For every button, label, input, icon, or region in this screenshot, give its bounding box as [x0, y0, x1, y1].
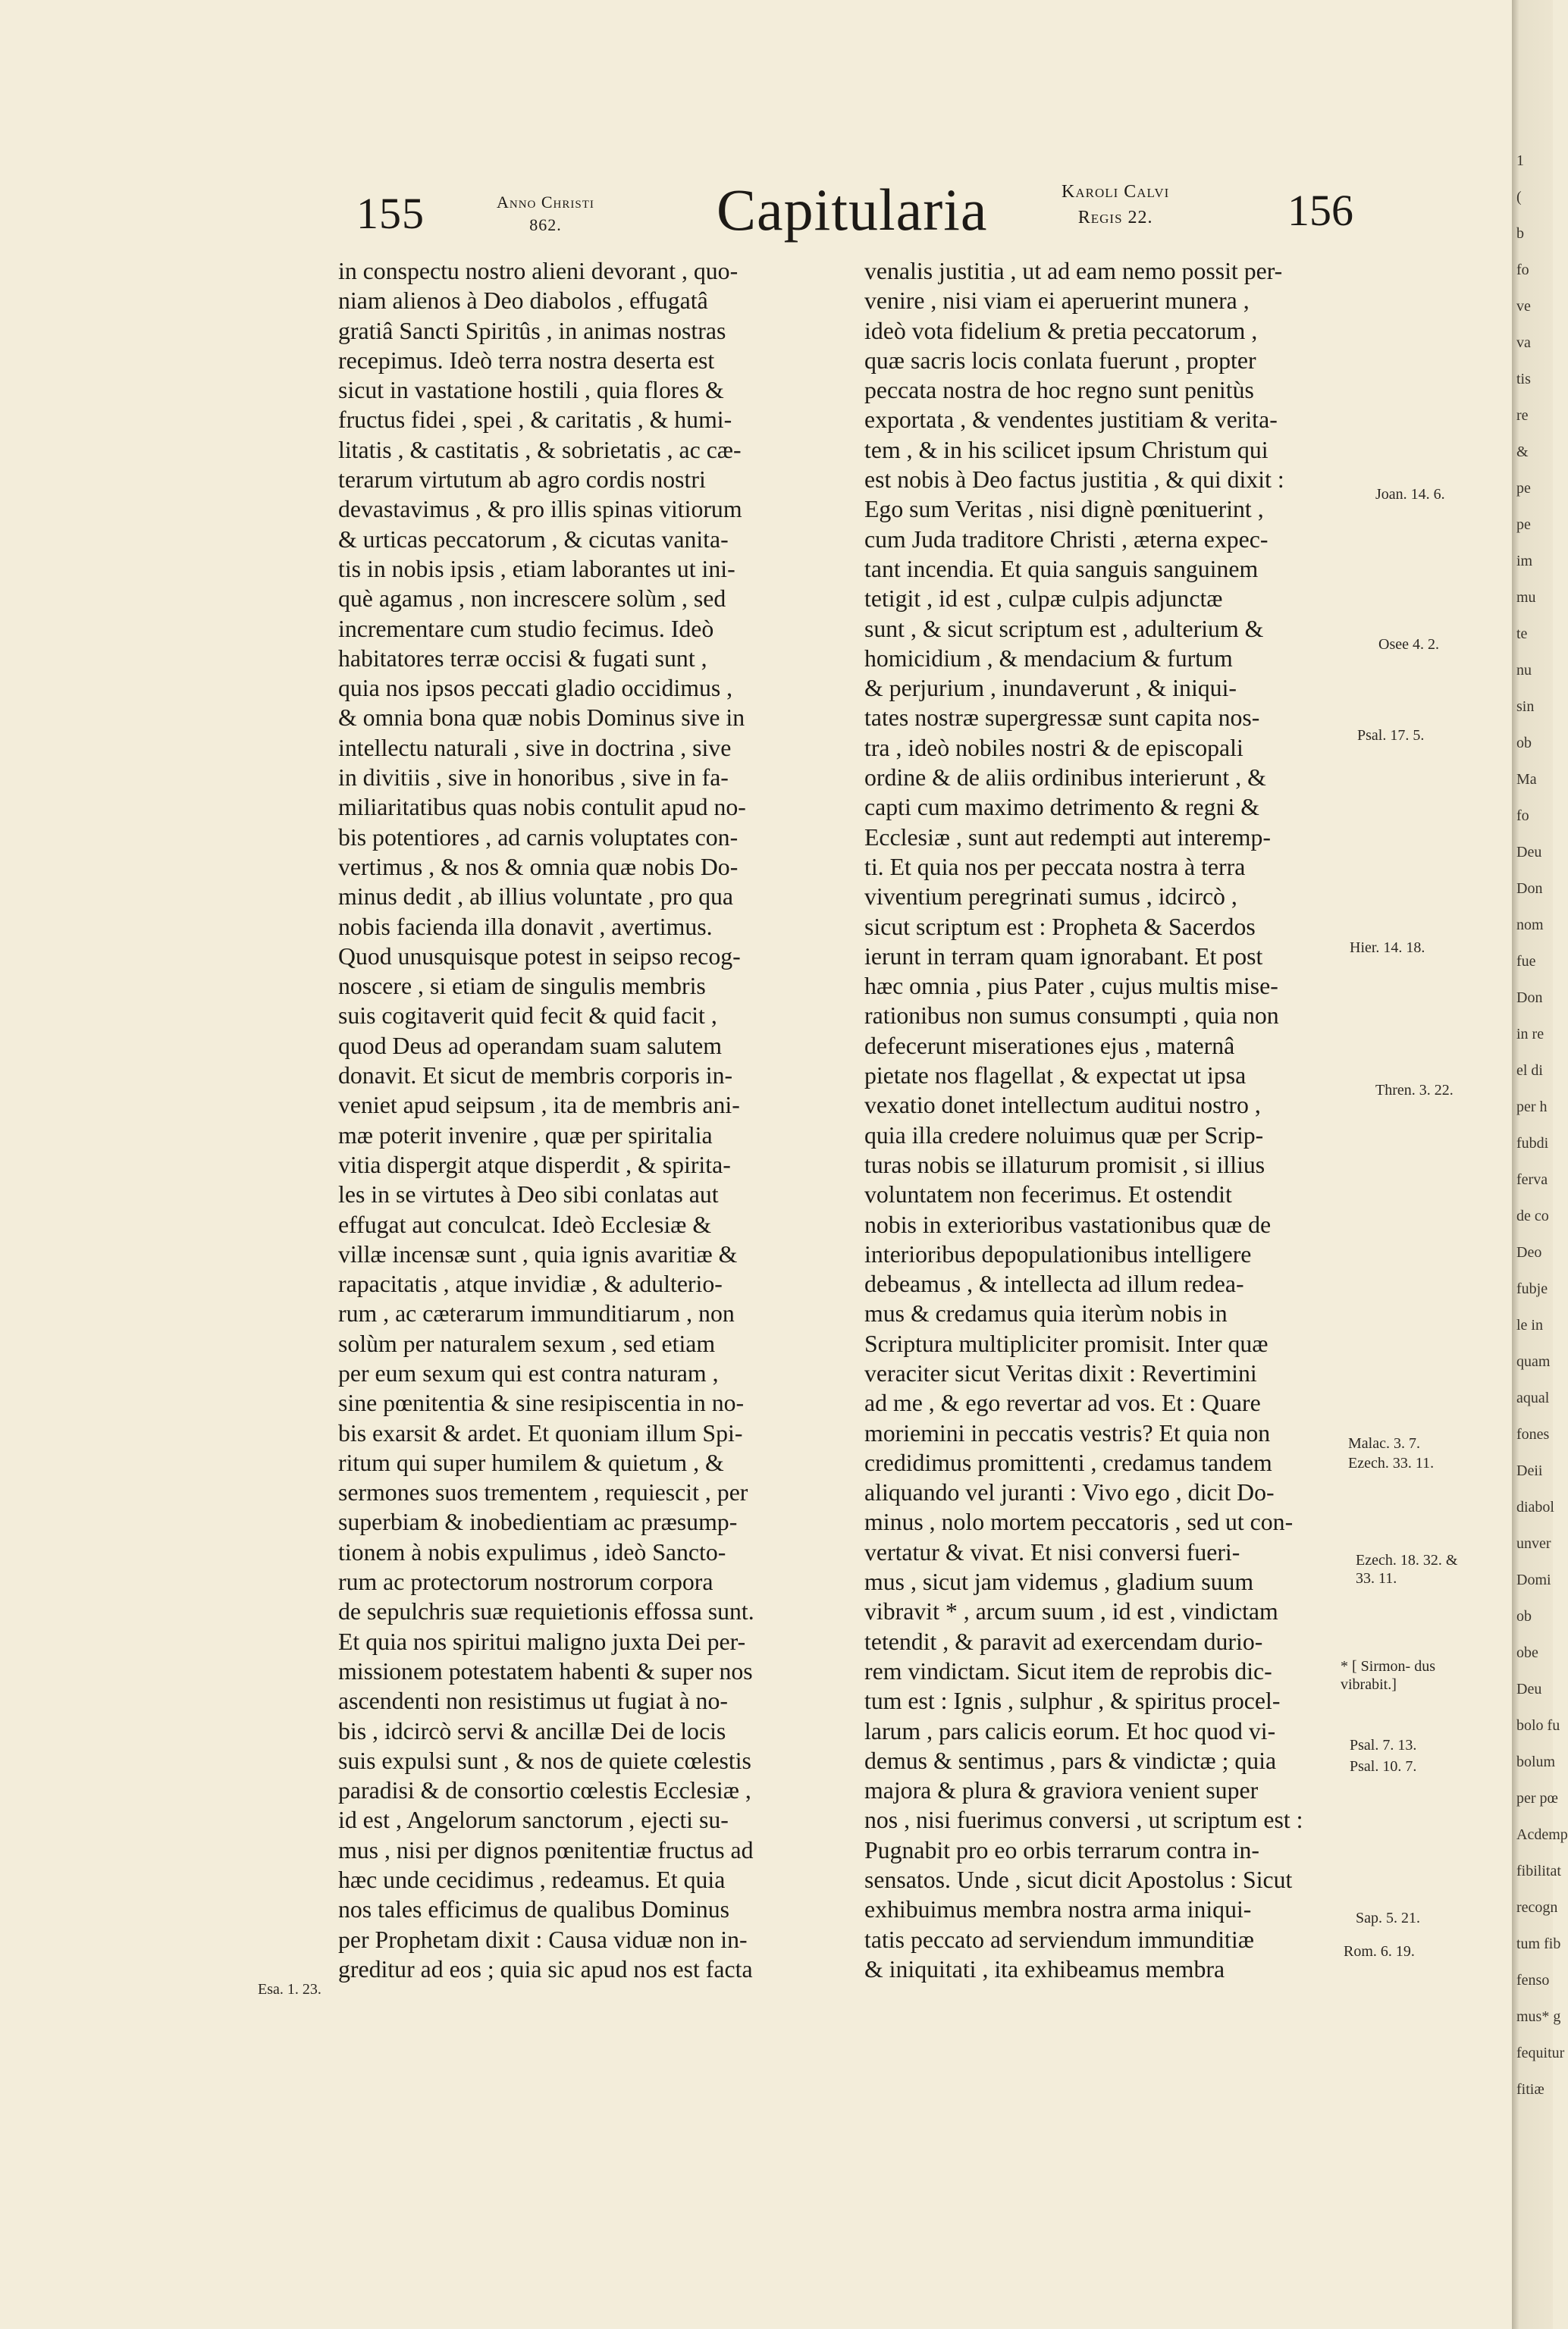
text-line: tates nostræ supergressæ sunt capita nos-: [864, 704, 1260, 732]
edge-fragment: fibilitat: [1516, 1863, 1561, 1879]
edge-fragment: fenso: [1516, 1972, 1550, 1989]
regis-label: Regis 22.: [1077, 208, 1153, 227]
text-line: in divitiis , sive in honoribus , sive in fa-: [338, 764, 729, 791]
text-line: terarum virtutum ab agro cordis nostri: [338, 466, 706, 494]
text-line: & urticas peccatorum , & cicutas vanita-: [338, 525, 729, 553]
text-line: donavit. Et sicut de membris corporis in-: [338, 1062, 733, 1089]
edge-fragment: mu: [1516, 589, 1536, 606]
edge-fragment: quam: [1516, 1353, 1551, 1370]
text-line: veniet apud seipsum , ita de membris ani-: [338, 1092, 740, 1119]
text-line: homicidium , & mendacium & furtum: [864, 644, 1233, 672]
text-line: hæc omnia , pius Pater , cujus multis mise-: [864, 973, 1278, 1000]
text-line: villæ incensæ sunt , quia ignis avaritiæ &: [338, 1240, 738, 1268]
edge-fragment: Deo: [1516, 1244, 1542, 1261]
edge-fragment: Domi: [1516, 1572, 1551, 1588]
text-line: ordine & de aliis ordinibus interierunt , &: [864, 764, 1266, 791]
text-line: rationibus non sumus consumpti , quia non: [864, 1002, 1279, 1030]
edge-fragment: fones: [1516, 1426, 1550, 1443]
edge-fragment: de co: [1516, 1208, 1549, 1224]
text-line: Pugnabit pro eo orbis terrarum contra in-: [864, 1836, 1259, 1864]
margin-note-ezech-18: Ezech. 18. 32. & 33. 11.: [1356, 1552, 1458, 1587]
edge-fragment: nu: [1516, 662, 1532, 679]
text-line: tem , & in his scilicet ipsum Christum qui: [864, 436, 1269, 463]
text-line: bis potentiores , ad carnis voluptates con-: [338, 823, 739, 851]
text-line: sicut in vastatione hostili , quia flores &: [338, 377, 724, 404]
anno-label: Anno Christi: [497, 193, 594, 212]
margin-note-psal-10: Psal. 10. 7.: [1350, 1758, 1417, 1775]
text-line: tetigit , id est , culpæ culpis adjunctæ: [864, 585, 1223, 613]
edge-fragment: ve: [1516, 298, 1531, 315]
edge-fragment: in re: [1516, 1026, 1544, 1042]
text-line: superbiam & inobedientiam ac præsump-: [338, 1509, 738, 1536]
edge-fragment: obe: [1516, 1644, 1538, 1661]
edge-fragment: recogn: [1516, 1899, 1558, 1916]
text-line: & perjurium , inundaverunt , & iniqui-: [864, 675, 1237, 702]
right-page-number: 156: [1287, 186, 1353, 235]
text-line: debeamus , & intellecta ad illum redea-: [864, 1271, 1244, 1298]
text-line: solùm per naturalem sexum , sed etiam: [338, 1330, 716, 1357]
text-line: vibravit * , arcum suum , id est , vindictam: [864, 1598, 1278, 1625]
text-line: & iniquitati , ita exhibeamus membra: [864, 1955, 1225, 1983]
edge-fragment: fequitur: [1516, 2045, 1565, 2061]
edge-fragment: re: [1516, 407, 1529, 424]
margin-note-sirmondus: * [ Sirmon- dus vibrabit.]: [1341, 1658, 1435, 1693]
text-line: Ecclesiæ , sunt aut redempti aut interemp-: [864, 823, 1271, 851]
karoli-label: Karoli Calvi: [1062, 182, 1170, 202]
edge-fragment: fubdi: [1516, 1135, 1549, 1152]
text-line: què agamus , non increscere solùm , sed: [338, 585, 726, 613]
text-line: larum , pars calicis eorum. Et hoc quod vi-: [864, 1717, 1276, 1744]
edge-fragment: el di: [1516, 1062, 1543, 1079]
edge-fragment: (: [1516, 189, 1522, 205]
text-line: per eum sexum qui est contra naturam ,: [338, 1359, 719, 1387]
anno-christi-running-head: [497, 191, 594, 259]
text-line: Ego sum Veritas , nisi dignè pœnituerint ,: [864, 496, 1264, 523]
edge-fragment: fo: [1516, 807, 1529, 824]
page-title: Capitularia: [717, 177, 988, 243]
text-line: exhibuimus membra nostra arma iniqui-: [864, 1896, 1252, 1923]
edge-fragment: nom: [1516, 917, 1544, 933]
text-line: tum est : Ignis , sulphur , & spiritus procel-: [864, 1688, 1281, 1715]
text-line: nos tales efficimus de qualibus Dominus: [338, 1896, 730, 1923]
text-line: incrementare cum studio fecimus. Ideò: [338, 615, 714, 642]
text-line: gratiâ Sancti Spiritûs , in animas nostras: [338, 317, 726, 344]
text-line: aliquando vel juranti : Vivo ego , dicit Do-: [864, 1479, 1275, 1506]
text-line: moriemini in peccatis vestris? Et quia non: [864, 1419, 1271, 1447]
edge-fragment: le in: [1516, 1317, 1543, 1334]
text-line: in conspectu nostro alieni devorant , quo-: [338, 258, 739, 284]
text-line: capti cum maximo detrimento & regni &: [864, 794, 1259, 821]
text-line: Scriptura multipliciter promisit. Inter quæ: [864, 1330, 1269, 1357]
text-line: tatis peccato ad serviendum immunditiæ: [864, 1926, 1254, 1953]
text-line: sunt , & sicut scriptum est , adulterium &: [864, 615, 1264, 642]
text-line: bis , idcircò servi & ancillæ Dei de locis: [338, 1717, 726, 1744]
text-line: vitia dispergit atque disperdit , & spirita-: [338, 1151, 731, 1178]
text-line: rum ac protectorum nostrorum corpora: [338, 1569, 713, 1596]
margin-note-thren: Thren. 3. 22.: [1375, 1082, 1454, 1099]
edge-fragment: bolum: [1516, 1754, 1556, 1770]
edge-fragment: fubje: [1516, 1280, 1548, 1297]
edge-fragment: Don: [1516, 880, 1543, 897]
text-line: hæc unde cecidimus , redeamus. Et quia: [338, 1867, 726, 1894]
text-line: mæ poterit invenire , quæ per spiritalia: [338, 1121, 713, 1149]
text-line: ti. Et quia nos per peccata nostra à terra: [864, 853, 1246, 880]
edge-fragment: Ma: [1516, 771, 1537, 788]
margin-note-ezech-33: Ezech. 33. 11.: [1348, 1455, 1435, 1472]
text-line: litatis , & castitatis , & sobrietatis , ac cæ-: [338, 436, 742, 463]
text-line: niam alienos à Deo diabolos , effugatâ: [338, 287, 708, 315]
text-line: interioribus depopulationibus intelligere: [864, 1240, 1252, 1268]
text-line: tis in nobis ipsis , etiam laborantes ut ini-: [338, 555, 735, 582]
text-line: noscere , si etiam de singulis membris: [338, 973, 706, 1000]
text-line: paradisi & de consortio cœlestis Ecclesiæ ,: [338, 1777, 751, 1804]
left-text-column: [338, 256, 834, 1984]
text-line: Et quia nos spiritui maligno juxta Dei per-: [338, 1628, 746, 1655]
text-line: tra , ideò nobiles nostri & de episcopali: [864, 734, 1243, 761]
text-line: de sepulchris suæ requietionis effossa sunt.: [338, 1598, 754, 1625]
edge-fragment: im: [1516, 553, 1533, 569]
edge-fragment: b: [1516, 225, 1524, 242]
text-line: pietate nos flagellat , & expectat ut ipsa: [864, 1062, 1247, 1089]
text-line: nobis facienda illa donavit , avertimus.: [338, 913, 713, 940]
text-line: sicut scriptum est : Propheta & Sacerdos: [864, 913, 1256, 940]
edge-fragment: va: [1516, 334, 1531, 351]
margin-note-osee: Osee 4. 2.: [1378, 636, 1439, 653]
text-line: exportata , & vendentes justitiam & verita-: [864, 406, 1278, 434]
text-line: miliaritatibus quas nobis contulit apud no-: [338, 794, 746, 821]
margin-note-psal-7: Psal. 7. 13.: [1350, 1737, 1417, 1754]
text-line: missionem potestatem habenti & super nos: [338, 1657, 753, 1685]
text-line: id est , Angelorum sanctorum , ejecti su-: [338, 1807, 729, 1834]
text-line: credidimus promittenti , credamus tandem: [864, 1449, 1272, 1476]
text-line: rum , ac cæterarum immunditiarum , non: [338, 1300, 735, 1327]
text-line: mus & credamus quia iterùm nobis in: [864, 1300, 1228, 1327]
edge-fragment: bolo fu: [1516, 1717, 1560, 1734]
text-line: demus & sentimus , pars & vindictæ ; quia: [864, 1747, 1277, 1774]
text-line: mus , sicut jam videmus , gladium suum: [864, 1569, 1254, 1596]
text-line: vexatio donet intellectum auditui nostro ,: [864, 1092, 1261, 1119]
text-line: greditur ad eos ; quia sic apud nos est facta: [338, 1955, 753, 1983]
text-line: mus , nisi per dignos pœnitentiæ fructus ad: [338, 1836, 754, 1864]
margin-note-psal-17: Psal. 17. 5.: [1357, 727, 1425, 744]
text-line: nobis in exterioribus vastationibus quæ de: [864, 1211, 1272, 1238]
edge-fragment: diabol: [1516, 1499, 1554, 1516]
text-line: Quod unusquisque potest in seipso recog-: [338, 942, 741, 970]
edge-fragment: Deu: [1516, 844, 1542, 860]
text-line: majora & plura & graviora venient super: [864, 1777, 1259, 1804]
text-line: defecerunt miserationes ejus , maternâ: [864, 1032, 1235, 1059]
text-line: sensatos. Unde , sicut dicit Apostolus : Sicut: [864, 1867, 1293, 1894]
right-text-column: [864, 256, 1356, 1984]
text-line: est nobis à Deo factus justitia , & qui dixit :: [864, 466, 1284, 494]
edge-fragment: tis: [1516, 371, 1531, 387]
edge-fragment: sin: [1516, 698, 1535, 715]
karoli-running-head: [1062, 179, 1169, 247]
margin-note-joan: Joan. 14. 6.: [1375, 486, 1445, 503]
text-line: & omnia bona quæ nobis Dominus sive in: [338, 704, 745, 732]
edge-fragment: Deu: [1516, 1681, 1542, 1697]
margin-note-hier: Hier. 14. 18.: [1350, 939, 1425, 956]
text-line: nos , nisi fuerimus conversi , ut scriptum est :: [864, 1807, 1303, 1834]
edge-fragment: per h: [1516, 1099, 1548, 1115]
text-line: vertimus , & nos & omnia quæ nobis Do-: [338, 853, 739, 880]
edge-fragment: pe: [1516, 480, 1531, 497]
text-line: quæ sacris locis conlata fuerunt , propter: [864, 346, 1256, 374]
text-line: minus dedit , ab illius voluntate , pro qua: [338, 883, 734, 911]
edge-fragment: &: [1516, 444, 1529, 460]
text-line: ideò vota fidelium & pretia peccatorum ,: [864, 317, 1258, 344]
edge-fragment: te: [1516, 625, 1528, 642]
text-line: quia nos ipsos peccati gladio occidimus ,: [338, 675, 733, 702]
edge-fragment: ferva: [1516, 1171, 1548, 1188]
text-line: bis exarsit & ardet. Et quoniam illum Spi-: [338, 1419, 743, 1447]
edge-fragment: Acdemp: [1516, 1826, 1568, 1843]
edge-fragment: aqual: [1516, 1390, 1550, 1406]
margin-note-rom: Rom. 6. 19.: [1344, 1943, 1415, 1960]
left-page-number: 155: [356, 189, 425, 238]
text-line: sine pœnitentia & sine resipiscentia in no-: [338, 1390, 745, 1417]
text-line: ad me , & ego revertar ad vos. Et : Quare: [864, 1390, 1261, 1417]
edge-fragment: unver: [1516, 1535, 1551, 1552]
text-line: turas nobis se illaturum promisit , si illius: [864, 1151, 1265, 1178]
text-line: habitatores terræ occisi & fugati sunt ,: [338, 644, 707, 672]
text-line: recepimus. Ideò terra nostra deserta est: [338, 346, 715, 374]
edge-fragment: ob: [1516, 735, 1532, 751]
edge-fragment: ob: [1516, 1608, 1532, 1625]
edge-fragment: Don: [1516, 989, 1543, 1006]
text-line: intellectu naturali , sive in doctrina , sive: [338, 734, 732, 761]
anno-year: 862.: [529, 215, 562, 234]
text-line: devastavimus , & pro illis spinas vitiorum: [338, 496, 742, 523]
text-line: suis expulsi sunt , & nos de quiete cœlestis: [338, 1747, 751, 1774]
text-line: ritum qui super humilem & quietum , &: [338, 1449, 724, 1476]
text-line: cum Juda traditore Christi , æterna expec-: [864, 525, 1269, 553]
text-line: sermones suos trementem , requiescit , per: [338, 1479, 748, 1506]
edge-fragment: mus* g: [1516, 2008, 1561, 2025]
margin-note-esa: Esa. 1. 23.: [258, 1981, 321, 1998]
text-line: per Prophetam dixit : Causa viduæ non in-: [338, 1926, 748, 1953]
text-line: effugat aut conculcat. Ideò Ecclesiæ &: [338, 1211, 712, 1238]
edge-fragment: Deii: [1516, 1462, 1543, 1479]
text-line: rem vindictam. Sicut item de reprobis dic-: [864, 1657, 1272, 1685]
text-line: viventium peregrinati sumus , idcircò ,: [864, 883, 1237, 911]
text-line: tionem à nobis expulimus , ideò Sancto-: [338, 1538, 726, 1566]
text-line: suis cogitaverit quid fecit & quid facit ,: [338, 1002, 717, 1030]
text-line: veraciter sicut Veritas dixit : Revertimini: [864, 1359, 1257, 1387]
text-line: tetendit , & paravit ad exercendam durio-: [864, 1628, 1263, 1655]
text-line: les in se virtutes à Deo sibi conlatas aut: [338, 1181, 719, 1208]
text-line: voluntatem non fecerimus. Et ostendit: [864, 1181, 1232, 1208]
text-line: venalis justitia , ut ad eam nemo possit per-: [864, 258, 1283, 284]
text-line: fructus fidei , spei , & caritatis , & humi-: [338, 406, 732, 434]
text-line: rapacitatis , atque invidiæ , & adulterio-: [338, 1271, 723, 1298]
margin-note-malac: Malac. 3. 7.: [1348, 1435, 1420, 1452]
edge-fragment: tum fib: [1516, 1936, 1561, 1952]
edge-fragment: fo: [1516, 262, 1529, 278]
edge-fragment: 1: [1516, 152, 1524, 169]
text-line: minus , nolo mortem peccatoris , sed ut con-: [864, 1509, 1294, 1536]
text-line: quia illa credere noluimus quæ per Scrip-: [864, 1121, 1264, 1149]
edge-fragment: fue: [1516, 953, 1536, 970]
text-line: venire , nisi viam ei aperuerint munera ,: [864, 287, 1250, 315]
text-line: ascendenti non resistimus ut fugiat à no-: [338, 1688, 728, 1715]
next-page-edge: [1512, 0, 1568, 2329]
text-line: quod Deus ad operandam suam salutem: [338, 1032, 722, 1059]
text-line: tant incendia. Et quia sanguis sanguinem: [864, 555, 1259, 582]
margin-note-sap: Sap. 5. 21.: [1356, 1910, 1420, 1926]
edge-fragment: pe: [1516, 516, 1531, 533]
edge-fragment: per pœ: [1516, 1790, 1558, 1807]
text-line: ierunt in terram quam ignorabant. Et post: [864, 942, 1263, 970]
text-line: vertatur & vivat. Et nisi conversi fueri-: [864, 1538, 1240, 1566]
edge-fragment: fitiæ: [1516, 2081, 1544, 2098]
text-line: peccata nostra de hoc regno sunt penitùs: [864, 377, 1254, 404]
